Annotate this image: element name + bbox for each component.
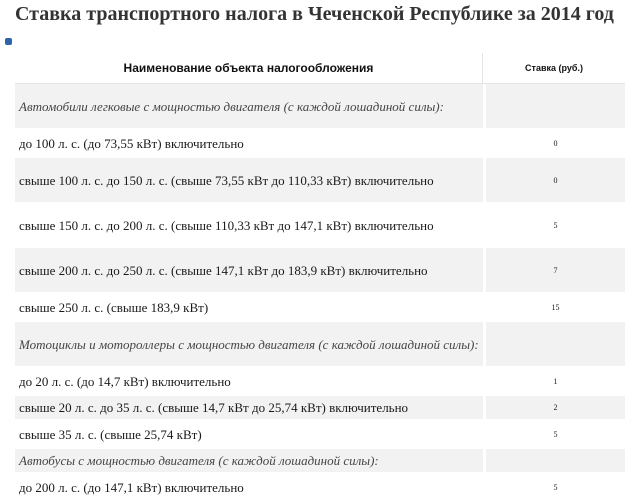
table-row: [15, 158, 625, 203]
table-header-row: [15, 53, 625, 84]
rate-cell: 7: [483, 248, 625, 293]
table-row: [15, 367, 625, 396]
table-group-row: [15, 449, 625, 473]
table-row: [15, 203, 625, 248]
table-row: [15, 293, 625, 322]
column-header-name: Наименование объекта налогообложения: [15, 53, 483, 84]
table-row: [15, 396, 625, 420]
rate-cell: [483, 84, 625, 129]
rate-cell: 0: [483, 129, 625, 158]
rate-cell: [483, 322, 625, 367]
object-name-cell: до 200 л. с. (до 147,1 кВт) включительно: [15, 473, 483, 502]
object-name-cell: до 100 л. с. (до 73,55 кВт) включительно: [15, 129, 483, 158]
column-header-rate: Ставка (руб.): [483, 53, 625, 84]
table-group-row: [15, 322, 625, 367]
object-name-cell: свыше 100 л. с. до 150 л. с. (свыше 73,55 кВт до 110,33 кВт) включительно: [15, 158, 483, 203]
rate-cell: 0: [483, 158, 625, 203]
object-name-cell: свыше 20 л. с. до 35 л. с. (свыше 14,7 кВт до 25,74 кВт) включительно: [15, 396, 483, 420]
rate-cell: 2: [483, 396, 625, 420]
table-row: [15, 129, 625, 158]
rate-cell: 5: [483, 420, 625, 449]
table-row: [15, 420, 625, 449]
tax-rate-table: [15, 53, 625, 502]
rate-cell: 15: [483, 293, 625, 322]
group-label: Мотоциклы и мотороллеры с мощностью двигателя (с каждой лошадиной силы):: [15, 322, 483, 367]
group-label: Автомобили легковые с мощностью двигателя (с каждой лошадиной силы):: [15, 84, 483, 129]
table-group-row: [15, 84, 625, 129]
object-name-cell: свыше 200 л. с. до 250 л. с. (свыше 147,1 кВт до 183,9 кВт) включительно: [15, 248, 483, 293]
table-row: [15, 248, 625, 293]
object-name-cell: свыше 35 л. с. (свыше 25,74 кВт): [15, 420, 483, 449]
object-name-cell: до 20 л. с. (до 14,7 кВт) включительно: [15, 367, 483, 396]
page-title: Ставка транспортного налога в Чеченской Республике за 2014 год: [15, 3, 614, 25]
object-name-cell: свыше 250 л. с. (свыше 183,9 кВт): [15, 293, 483, 322]
bullet-icon: [5, 38, 12, 45]
rate-cell: [483, 449, 625, 473]
object-name-cell: свыше 150 л. с. до 200 л. с. (свыше 110,33 кВт до 147,1 кВт) включительно: [15, 203, 483, 248]
rate-cell: 1: [483, 367, 625, 396]
table-row: [15, 473, 625, 502]
rate-cell: 5: [483, 473, 625, 502]
group-label: Автобусы с мощностью двигателя (с каждой лошадиной силы):: [15, 449, 483, 473]
rate-cell: 5: [483, 203, 625, 248]
